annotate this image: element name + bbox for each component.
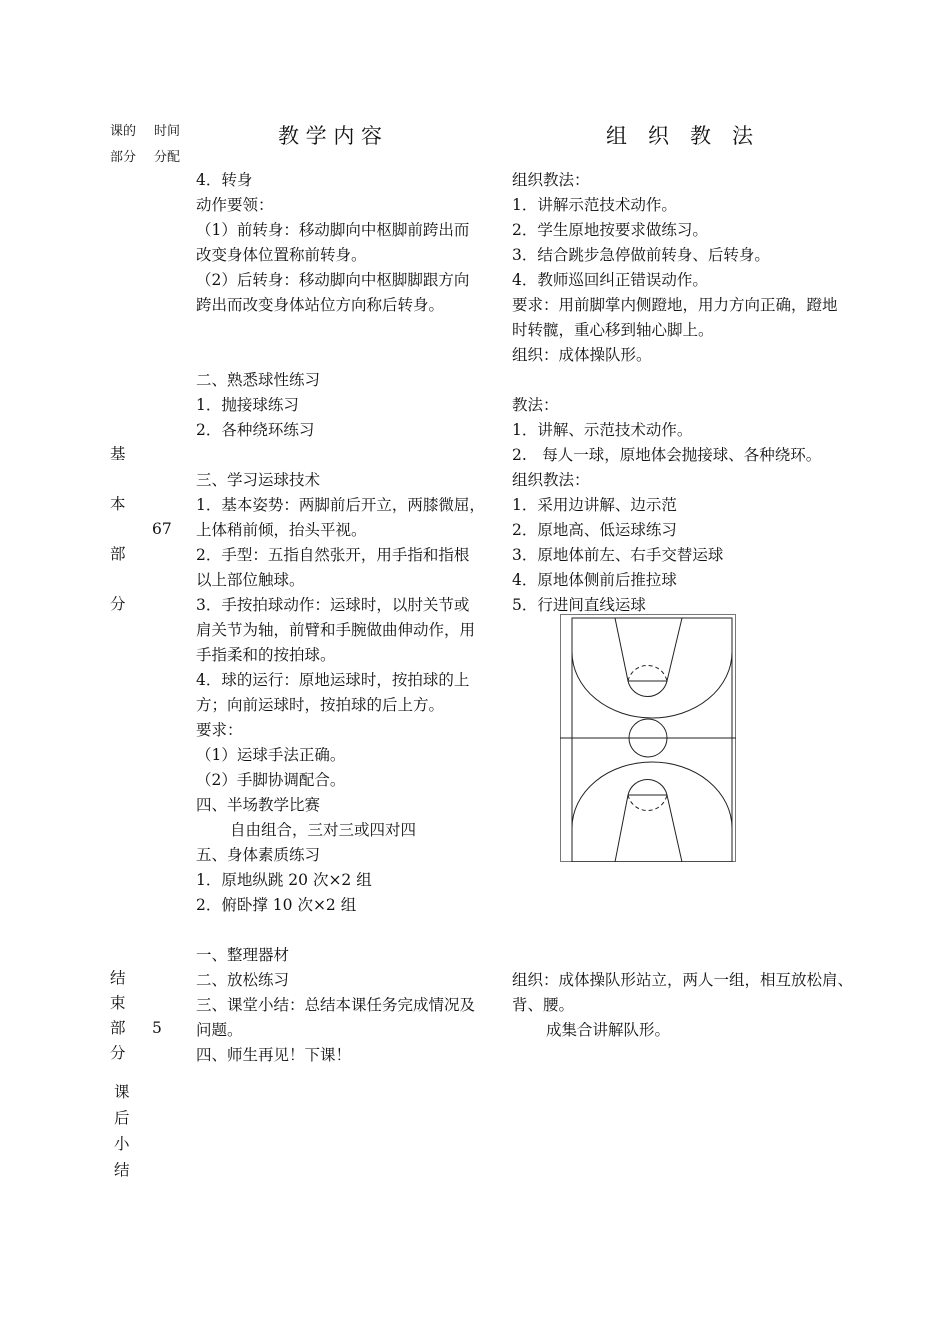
content-line: 肩关节为轴，前臂和手腕做曲伸动作，用: [196, 621, 476, 639]
content-line: 上体稍前倾，抬头平视。: [196, 521, 367, 539]
method-line: 组织：成体操队形。: [512, 346, 652, 364]
ending-method-line: 组织：成体操队形站立，两人一组，相互放松肩、: [512, 971, 854, 989]
header-part-line2: 部分: [110, 150, 137, 165]
method-line: 1．讲解、示范技术动作。: [512, 421, 693, 439]
method-line: 组织教法：: [512, 171, 590, 189]
content-line: 4．转身: [196, 171, 253, 189]
method-line: 3．结合跳步急停做前转身、后转身。: [512, 246, 770, 264]
method-line: 时转髋，重心移到轴心脚上。: [512, 321, 714, 339]
ending-content-line: 一、整理器材: [196, 946, 290, 964]
content-line: 二、熟悉球性练习: [196, 371, 321, 389]
summary-label-2: 后: [114, 1109, 130, 1127]
method-line: 5．行进间直线运球: [512, 596, 646, 614]
header-time-line2: 分配: [154, 150, 181, 165]
method-line: 1．采用边讲解、边示范: [512, 496, 677, 514]
summary-label-3: 小: [114, 1135, 130, 1153]
ending-part-time: 5: [152, 1019, 162, 1037]
ending-part-label-2: 束: [110, 994, 126, 1012]
method-line: 教法：: [512, 396, 559, 414]
method-line: 要求：用前脚掌内侧蹬地，用力方向正确，蹬地: [512, 296, 838, 314]
content-line: （2）手脚协调配合。: [196, 771, 346, 789]
method-line: 2．学生原地按要求做练习。: [512, 221, 708, 239]
basic-part-label-4: 分: [110, 595, 126, 613]
ending-part-label-1: 结: [110, 969, 126, 987]
content-column-title: 教 学 内 容: [278, 124, 383, 148]
content-line: 手指柔和的按拍球。: [196, 646, 336, 664]
ending-content-line: 三、课堂小结：总结本课任务完成情况及: [196, 996, 476, 1014]
method-line: 组织教法：: [512, 471, 590, 489]
header-time-line1: 时间: [154, 124, 181, 139]
basic-part-time: 67: [152, 520, 172, 538]
content-line: （2）后转身：移动脚向中枢脚脚跟方向: [196, 271, 470, 289]
content-line: 1．抛接球练习: [196, 396, 299, 414]
summary-label-1: 课: [114, 1083, 130, 1101]
ending-content-line: 问题。: [196, 1021, 243, 1039]
method-line: 3．原地体前左、右手交替运球: [512, 546, 724, 564]
content-line: 2．俯卧撑 10 次×2 组: [196, 896, 357, 914]
ending-part-label-3: 部: [110, 1019, 126, 1037]
content-line: （1）运球手法正确。: [196, 746, 346, 764]
content-line: 要求：: [196, 721, 243, 739]
method-line: 1．讲解示范技术动作。: [512, 196, 677, 214]
method-line: 4．教师巡回纠正错误动作。: [512, 271, 708, 289]
content-line: 自由组合，三对三或四对四: [230, 821, 417, 839]
content-line: （1）前转身：移动脚向中枢脚前跨出而: [196, 221, 470, 239]
content-line: 1．基本姿势：两脚前后开立，两膝微屈，: [196, 496, 485, 514]
method-line: 2. 每人一球，原地体会抛接球、各种绕环。: [512, 446, 822, 464]
summary-label-4: 结: [114, 1161, 130, 1179]
basic-part-label-2: 本: [110, 495, 126, 513]
content-line: 跨出而改变身体站位方向称后转身。: [196, 296, 445, 314]
basic-part-label-3: 部: [110, 545, 126, 563]
content-line: 五、身体素质练习: [196, 846, 321, 864]
content-line: 动作要领：: [196, 196, 274, 214]
basketball-court-diagram-icon: [560, 614, 736, 862]
content-line: 方；向前运球时，按拍球的后上方。: [196, 696, 445, 714]
content-line: 2．手型：五指自然张开，用手指和指根: [196, 546, 470, 564]
teaching-content-column: [196, 0, 501, 1344]
content-line: 四、半场教学比赛: [196, 796, 321, 814]
content-line: 以上部位触球。: [196, 571, 305, 589]
ending-method-line: 成集合讲解队形。: [546, 1021, 671, 1039]
method-line: 4．原地体侧前后推拉球: [512, 571, 677, 589]
content-line: 1．原地纵跳 20 次×2 组: [196, 871, 372, 889]
content-line: 2．各种绕环练习: [196, 421, 315, 439]
method-column-title: 组 织 教 法: [606, 124, 753, 148]
content-line: 4．球的运行：原地运球时，按拍球的上: [196, 671, 470, 689]
content-line: 改变身体位置称前转身。: [196, 246, 367, 264]
content-line: 3．手按拍球动作：运球时，以肘关节或: [196, 596, 470, 614]
basic-part-label-1: 基: [110, 445, 126, 463]
ending-content-line: 四、师生再见！下课！: [196, 1046, 352, 1064]
ending-content-line: 二、放松练习: [196, 971, 290, 989]
ending-method-line: 背、腰。: [512, 996, 575, 1014]
method-line: 2．原地高、低运球练习: [512, 521, 677, 539]
header-part-line1: 课的: [110, 124, 137, 139]
content-line: 三、学习运球技术: [196, 471, 321, 489]
ending-part-label-4: 分: [110, 1044, 126, 1062]
